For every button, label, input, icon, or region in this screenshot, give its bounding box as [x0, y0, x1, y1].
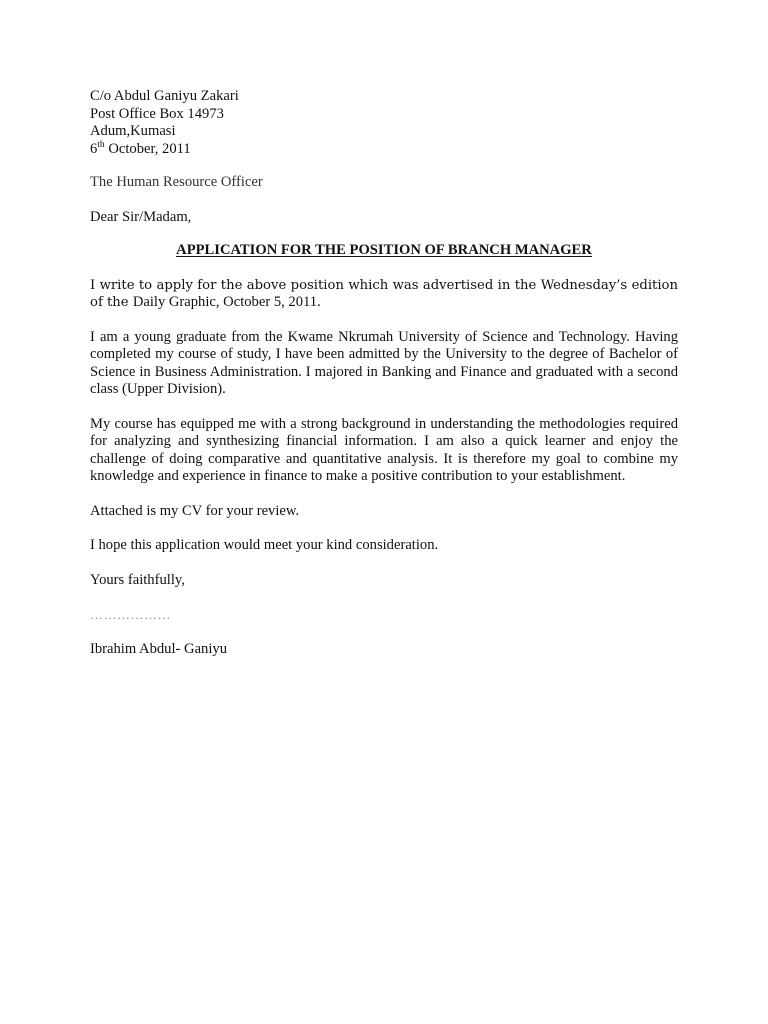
signer-name: Ibrahim Abdul- Ganiyu	[90, 640, 227, 657]
paragraph-3: My course has equipped me with a strong background in understanding the methodologies required for analyzing and synthesizing financial information. I am also a quick learner and enjoy the challenge of doing comparative and quantitative analysis. It is therefore my goal to combine my knowledge and experience in finance to make a positive contribution to your establishment.	[90, 415, 678, 484]
paragraph-4: Attached is my CV for your review.	[90, 502, 300, 519]
sender-address	[90, 88, 678, 158]
letter-body	[90, 88, 678, 658]
signature-line: ………………	[90, 607, 171, 622]
date-suffix: th	[97, 139, 105, 150]
letter-date	[90, 141, 678, 159]
paragraph-1-tail: Daily Graphic, October 5, 2011.	[132, 294, 321, 310]
date-rest: October, 2011	[104, 140, 191, 157]
salutation: Dear Sir/Madam,	[90, 208, 192, 225]
date-day: 6	[90, 140, 98, 157]
sender-city: Adum,Kumasi	[90, 123, 176, 139]
paragraph-5: I hope this application would meet your kind consideration.	[90, 537, 439, 553]
paragraph-1	[90, 277, 678, 312]
closing: Yours faithfully,	[90, 571, 185, 588]
sender-name-line: C/o Abdul Ganiyu Zakari	[90, 88, 239, 104]
subject-heading: APPLICATION FOR THE POSITION OF BRANCH MANAGER	[176, 242, 592, 258]
paragraph-2: I am a young graduate from the Kwame Nkrumah University of Science and Technology. Having completed my course of study, I have been admitted by the University to the degree of Bachelor of Science in Business Administration. I majored in Banking and Finance and graduated with a second class (Upper Division).	[90, 328, 678, 397]
paragraph-1-head: I write to apply for the above position which was advertised in the Wednesday’s edition of the	[90, 277, 678, 310]
sender-po-box: Post Office Box 14973	[90, 105, 224, 122]
recipient: The Human Resource Officer	[90, 174, 263, 190]
